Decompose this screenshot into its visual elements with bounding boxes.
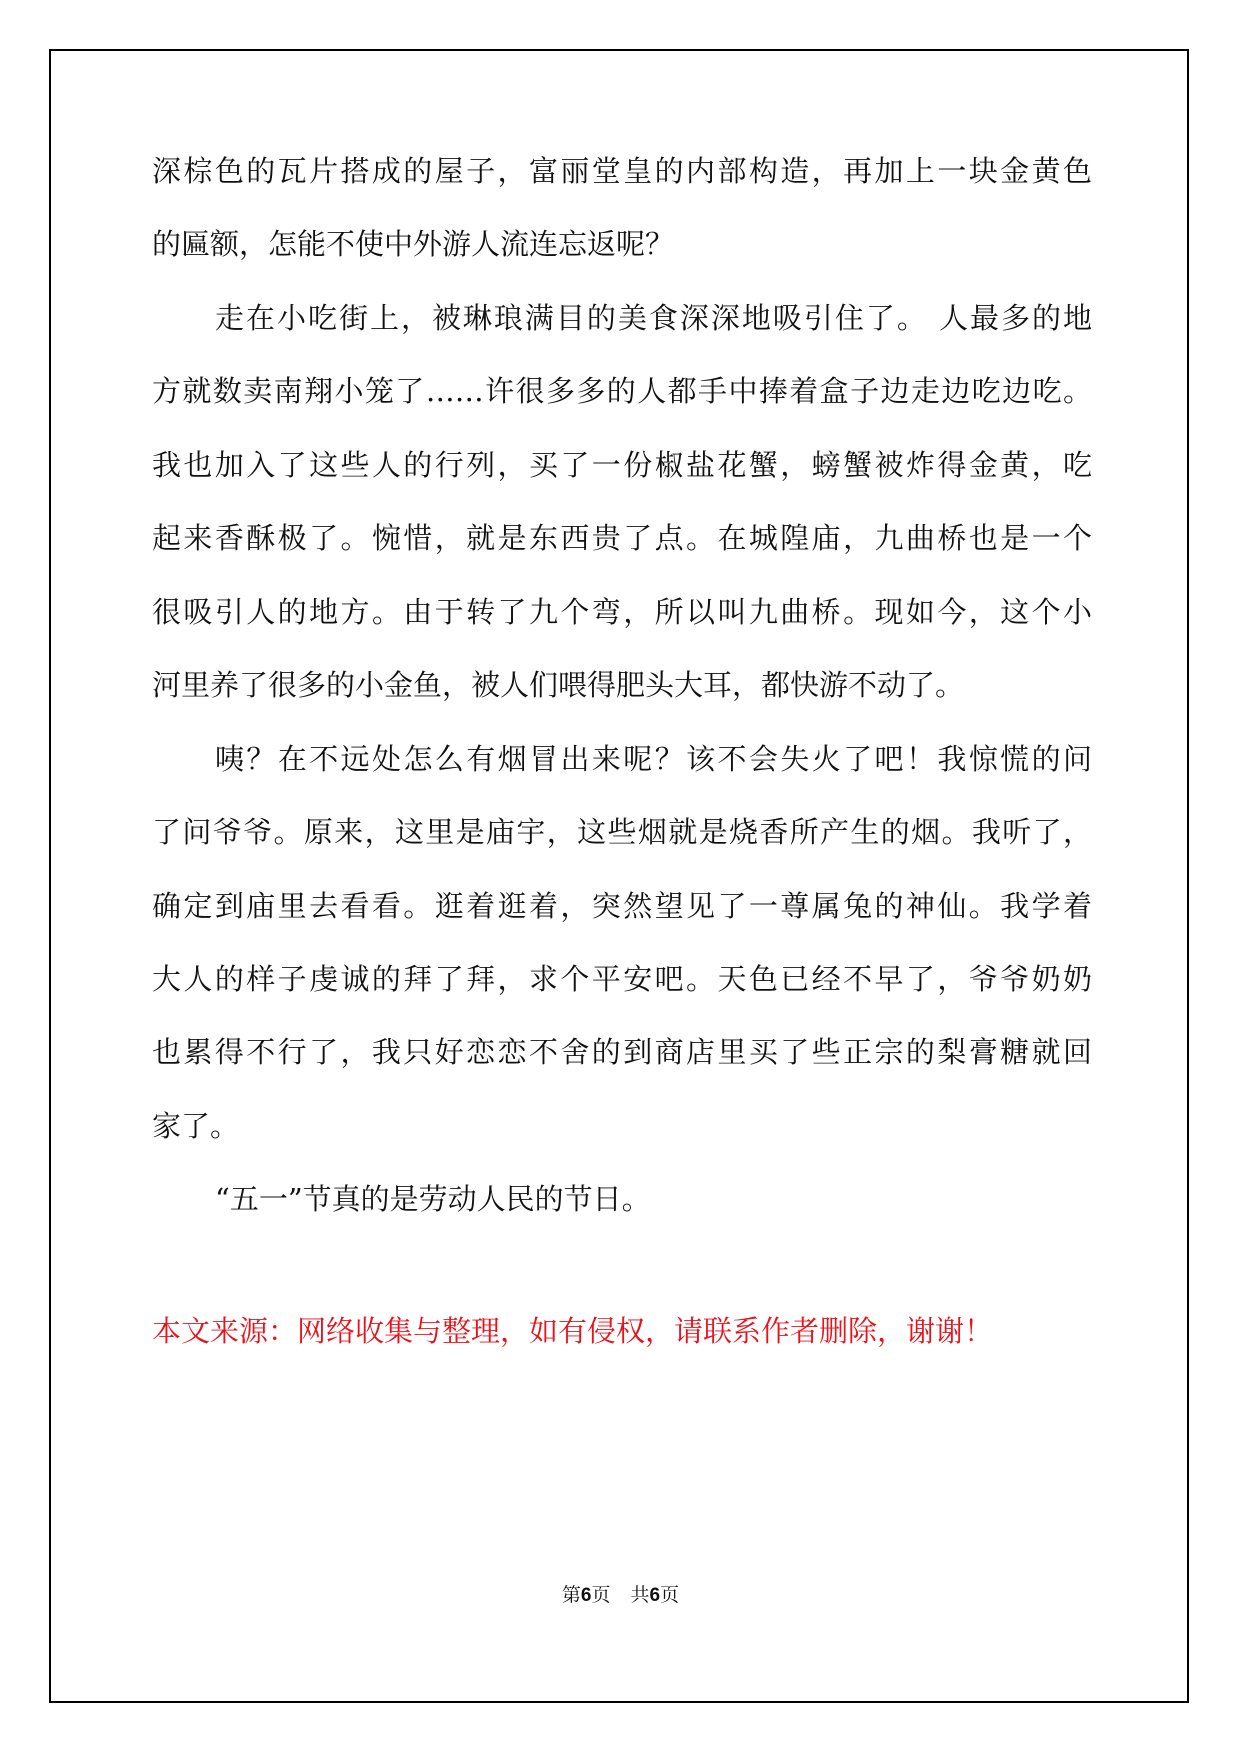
paragraph-line: “五一”节真的是劳动人民的节日。: [215, 1182, 651, 1216]
paragraph-line: 也累得不行了，我只好恋恋不舍的到商店里买了些正宗的梨膏糖就回: [152, 1035, 1092, 1069]
paragraph-line: 方就数卖南翔小笼了……许很多多的人都手中捧着盒子边走边吃边吃。: [152, 374, 1092, 408]
paragraph-line: 我也加入了这些人的行列，买了一份椒盐花蟹，螃蟹被炸得金黄，吃: [152, 448, 1092, 482]
paragraph-line: 家了。: [152, 1109, 240, 1143]
paragraph-line: 河里养了很多的小金鱼，被人们喂得肥头大耳，都快游不动了。: [152, 668, 965, 702]
paragraph-line: 了问爷爷。原来，这里是庙宇，这些烟就是烧香所产生的烟。我听了，: [152, 815, 1092, 849]
paragraph-line: 确定到庙里去看看。逛着逛着，突然望见了一尊属兔的神仙。我学着: [152, 889, 1092, 923]
page-footer: [0, 1582, 1241, 1609]
source-note: 本文来源：网络收集与整理，如有侵权，请联系作者删除，谢谢！: [152, 1314, 994, 1348]
footer-page-prefix: 第: [561, 1584, 581, 1606]
footer-page-current: 6: [580, 1585, 592, 1606]
paragraph-line: 的匾额，怎能不使中外游人流连忘返呢？: [152, 227, 675, 261]
paragraph-line: 起来香酥极了。惋惜，就是东西贵了点。在城隍庙，九曲桥也是一个: [152, 521, 1092, 555]
footer-page-label: 页: [591, 1584, 611, 1606]
paragraph-line: 咦？在不远处怎么有烟冒出来呢？该不会失火了吧！我惊慌的问: [215, 742, 1092, 776]
footer-total-suffix: 页: [660, 1584, 680, 1606]
footer-total-prefix: 共: [630, 1584, 650, 1606]
paragraph-line: 很吸引人的地方。由于转了九个弯，所以叫九曲桥。现如今，这个小: [152, 595, 1092, 629]
paragraph-line: 走在小吃街上，被琳琅满目的美食深深地吸引住了。 人最多的地: [215, 301, 1092, 335]
paragraph-line: 深棕色的瓦片搭成的屋子，富丽堂皇的内部构造，再加上一块金黄色: [152, 154, 1092, 188]
footer-page-total: 6: [649, 1585, 661, 1606]
paragraph-line: 大人的样子虔诚的拜了拜，求个平安吧。天色已经不早了，爷爷奶奶: [152, 962, 1092, 996]
